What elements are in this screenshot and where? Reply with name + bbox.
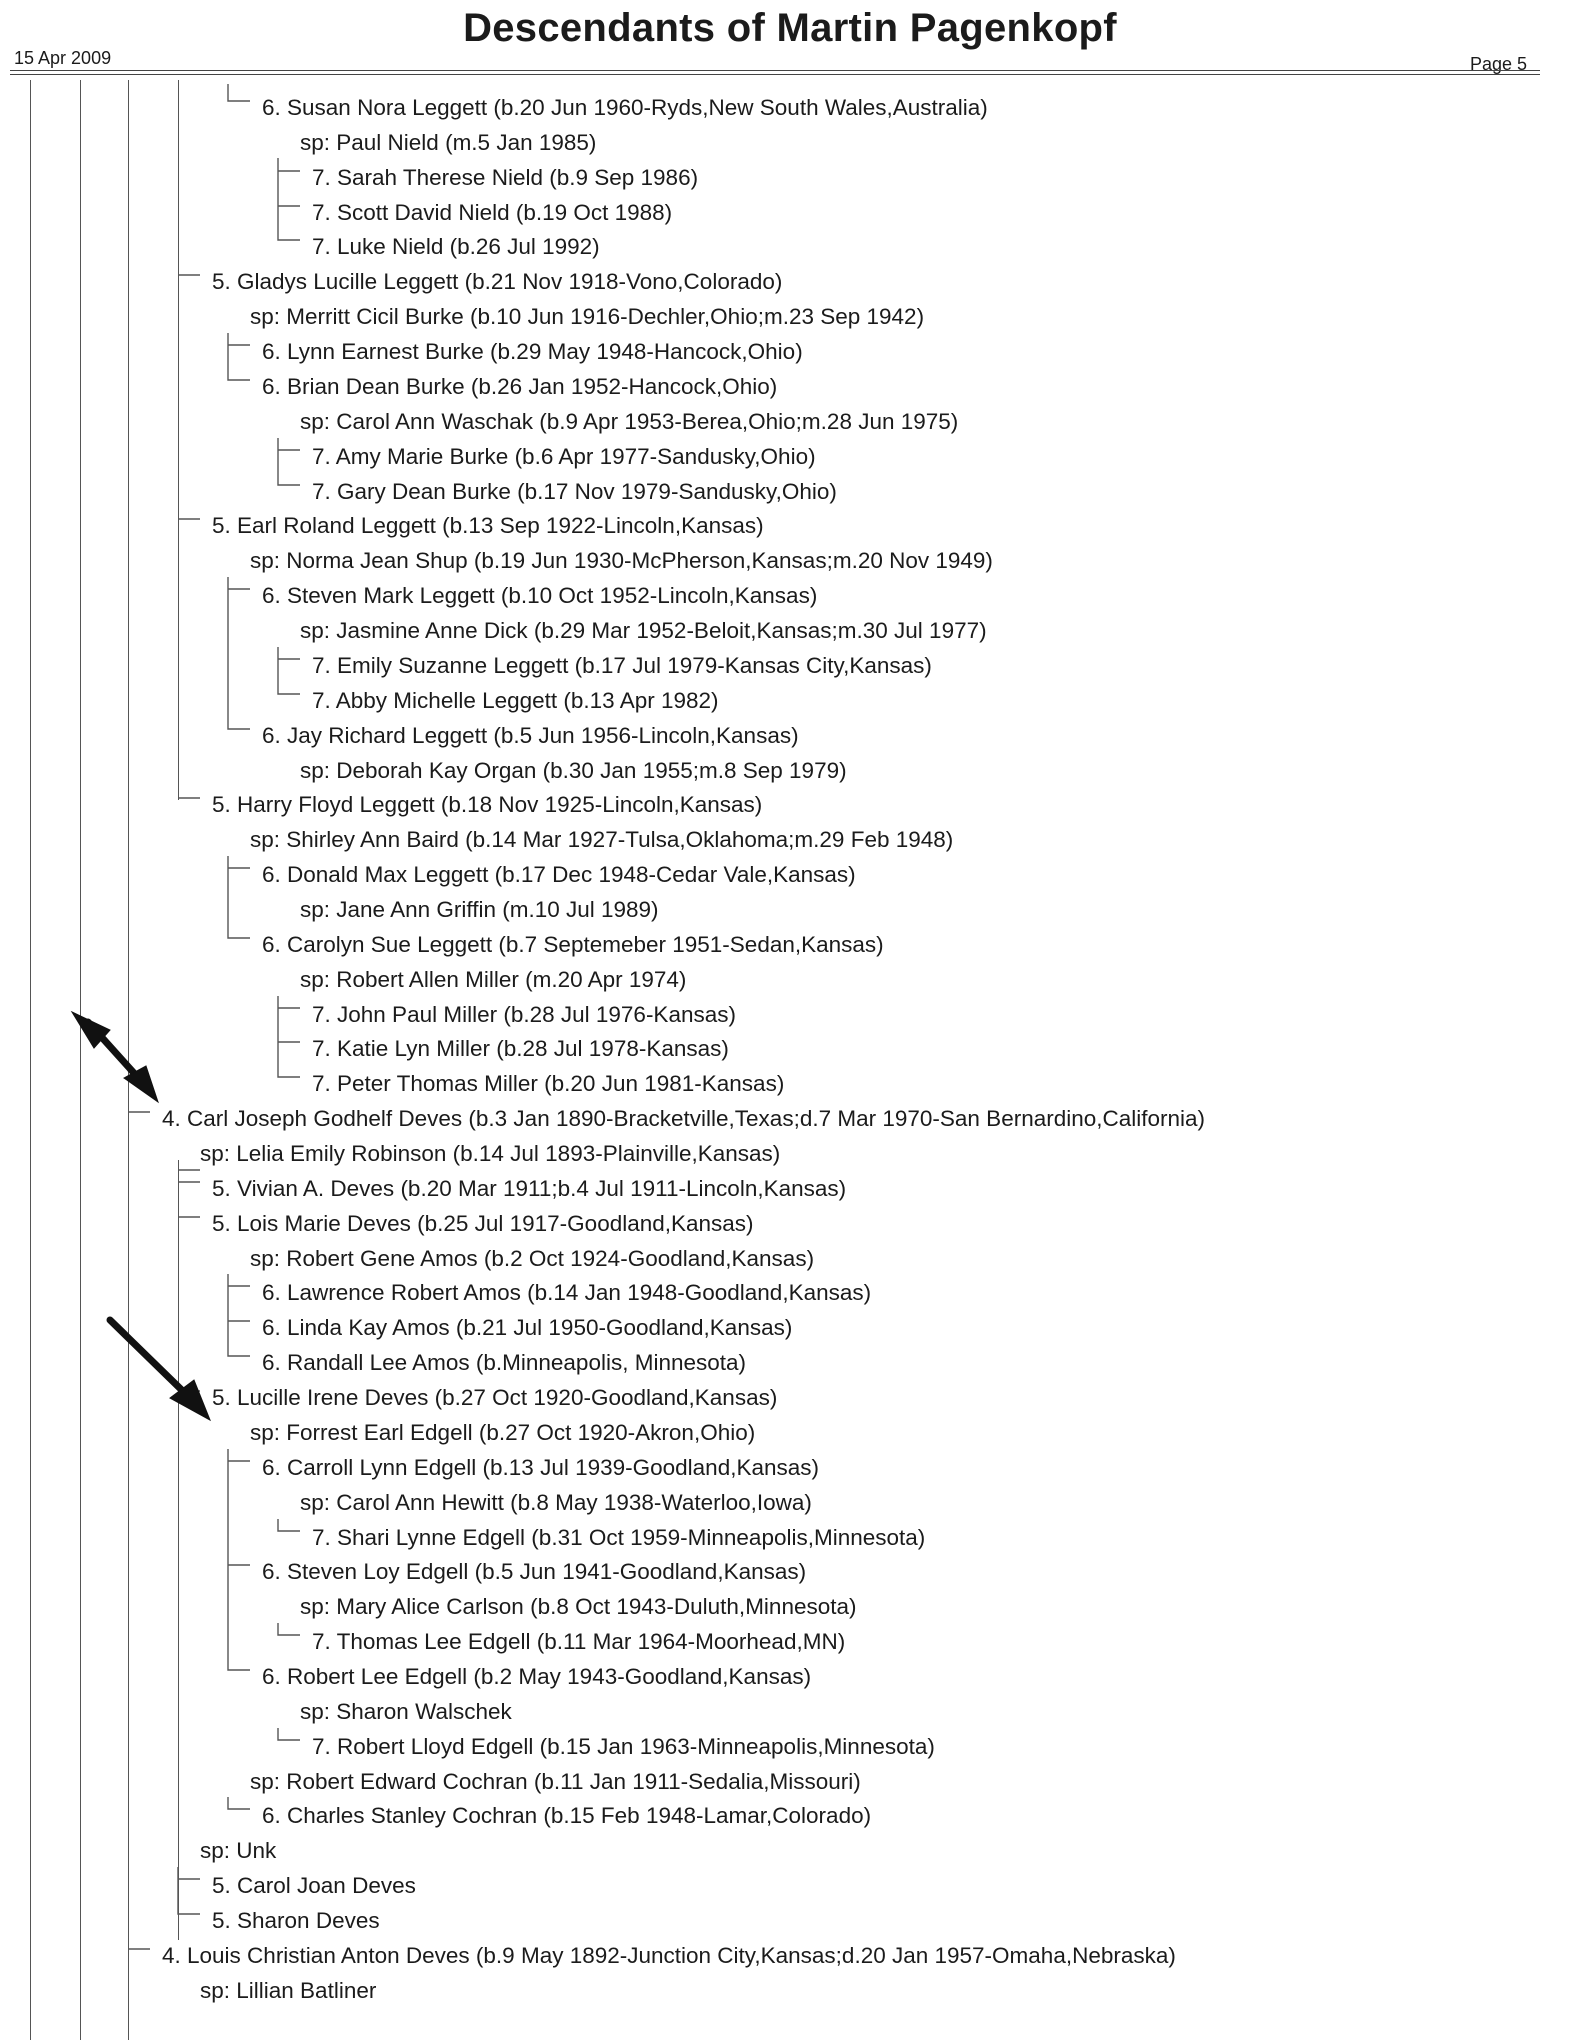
tree-entry: sp: Jane Ann Griffin (m.10 Jul 1989): [300, 897, 659, 922]
arrow-shaft-2: [110, 1320, 192, 1400]
tree-entry: sp: Lelia Emily Robinson (b.14 Jul 1893-Plainville,Kansas): [200, 1141, 781, 1166]
tree-entry: 5. Lucille Irene Deves (b.27 Oct 1920-Goodland,Kansas): [212, 1385, 778, 1410]
tree-entry: sp: Deborah Kay Organ (b.30 Jan 1955;m.8 Sep 1979): [300, 758, 847, 783]
tree-entry: 6. Steven Loy Edgell (b.5 Jun 1941-Goodland,Kansas): [262, 1559, 807, 1584]
tree-entry: 5. Carol Joan Deves: [212, 1873, 416, 1898]
tree-entry: 7. Shari Lynne Edgell (b.31 Oct 1959-Minneapolis,Minnesota): [312, 1525, 926, 1550]
tree-entry: 7. Abby Michelle Leggett (b.13 Apr 1982): [312, 688, 719, 713]
tree-entry: 7. John Paul Miller (b.28 Jul 1976-Kansas): [312, 1002, 736, 1027]
tree-entry: 6. Lawrence Robert Amos (b.14 Jan 1948-Goodland,Kansas): [262, 1280, 872, 1305]
tree-entry: 6. Brian Dean Burke (b.26 Jan 1952-Hancock,Ohio): [262, 374, 778, 399]
tree-entry: sp: Carol Ann Hewitt (b.8 May 1938-Waterloo,Iowa): [300, 1490, 812, 1515]
tree-entry: 5. Gladys Lucille Leggett (b.21 Nov 1918-Vono,Colorado): [212, 269, 783, 294]
tree-entry: 7. Gary Dean Burke (b.17 Nov 1979-Sandusky,Ohio): [312, 479, 837, 504]
tree-entry: 7. Thomas Lee Edgell (b.11 Mar 1964-Moorhead,MN): [312, 1629, 846, 1654]
tree-entry: 7. Robert Lloyd Edgell (b.15 Jan 1963-Minneapolis,Minnesota): [312, 1734, 935, 1759]
tree-entry: sp: Robert Edward Cochran (b.11 Jan 1911-Sedalia,Missouri): [250, 1769, 861, 1794]
tree-entry: 7. Emily Suzanne Leggett (b.17 Jul 1979-Kansas City,Kansas): [312, 653, 932, 678]
tree-entry: sp: Jasmine Anne Dick (b.29 Mar 1952-Beloit,Kansas;m.30 Jul 1977): [300, 618, 987, 643]
tree-entry: 7. Amy Marie Burke (b.6 Apr 1977-Sandusky,Ohio): [312, 444, 816, 469]
report-date: 15 Apr 2009: [14, 48, 112, 68]
tree-entry: 5. Earl Roland Leggett (b.13 Sep 1922-Lincoln,Kansas): [212, 513, 764, 538]
tree-entry: sp: Forrest Earl Edgell (b.27 Oct 1920-Akron,Ohio): [250, 1420, 756, 1445]
tree-entry: sp: Robert Allen Miller (m.20 Apr 1974): [300, 967, 687, 992]
tree-entry: 5. Lois Marie Deves (b.25 Jul 1917-Goodland,Kansas): [212, 1211, 754, 1236]
tree-entry: sp: Sharon Walschek: [300, 1699, 512, 1724]
tree-entry: sp: Shirley Ann Baird (b.14 Mar 1927-Tulsa,Oklahoma;m.29 Feb 1948): [250, 827, 954, 852]
tree-entry: 7. Sarah Therese Nield (b.9 Sep 1986): [312, 165, 699, 190]
tree-entry: sp: Paul Nield (m.5 Jan 1985): [300, 130, 597, 155]
tree-entry: 6. Steven Mark Leggett (b.10 Oct 1952-Lincoln,Kansas): [262, 583, 818, 608]
tree-entry: sp: Mary Alice Carlson (b.8 Oct 1943-Duluth,Minnesota): [300, 1594, 857, 1619]
tree-entry: 5. Harry Floyd Leggett (b.18 Nov 1925-Lincoln,Kansas): [212, 792, 763, 817]
tree-entry: 6. Carolyn Sue Leggett (b.7 Septemeber 1951-Sedan,Kansas): [262, 932, 884, 957]
tree-entry: 5. Sharon Deves: [212, 1908, 380, 1933]
page-number: Page 5: [1470, 54, 1528, 74]
tree-entry: 7. Luke Nield (b.26 Jul 1992): [312, 234, 600, 259]
tree-entry: 6. Randall Lee Amos (b.Minneapolis, Minnesota): [262, 1350, 747, 1375]
tree-entry: sp: Carol Ann Waschak (b.9 Apr 1953-Berea,Ohio;m.28 Jun 1975): [300, 409, 959, 434]
tree-entry: 7. Peter Thomas Miller (b.20 Jun 1981-Kansas): [312, 1071, 785, 1096]
tree-entry: 6. Donald Max Leggett (b.17 Dec 1948-Cedar Vale,Kansas): [262, 862, 856, 887]
page-title: Descendants of Martin Pagenkopf: [463, 6, 1117, 50]
tree-entry: sp: Merritt Cicil Burke (b.10 Jun 1916-Dechler,Ohio;m.23 Sep 1942): [250, 304, 925, 329]
tree-entry: 6. Charles Stanley Cochran (b.15 Feb 1948-Lamar,Colorado): [262, 1803, 872, 1828]
tree-entry: sp: Lillian Batliner: [200, 1978, 377, 2003]
tree-entry: 4. Carl Joseph Godhelf Deves (b.3 Jan 1890-Bracketville,Texas;d.7 Mar 1970-San Bernardino,California): [162, 1106, 1206, 1131]
tree-entry: sp: Robert Gene Amos (b.2 Oct 1924-Goodland,Kansas): [250, 1246, 815, 1271]
tree-entry: sp: Unk: [200, 1838, 277, 1863]
tree-entry: 6. Carroll Lynn Edgell (b.13 Jul 1939-Goodland,Kansas): [262, 1455, 819, 1480]
tree-entry: 6. Lynn Earnest Burke (b.29 May 1948-Hancock,Ohio): [262, 339, 803, 364]
tree-entry: 4. Louis Christian Anton Deves (b.9 May 1892-Junction City,Kansas;d.20 Jan 1957-Omaha,Nebraska): [162, 1943, 1176, 1968]
tree-entry: 6. Robert Lee Edgell (b.2 May 1943-Goodland,Kansas): [262, 1664, 812, 1689]
tree-entry: 6. Linda Kay Amos (b.21 Jul 1950-Goodland,Kansas): [262, 1315, 793, 1340]
tree-entry: 6. Jay Richard Leggett (b.5 Jun 1956-Lincoln,Kansas): [262, 723, 799, 748]
tree-entry: 6. Susan Nora Leggett (b.20 Jun 1960-Ryds,New South Wales,Australia): [262, 95, 988, 120]
tree-entry: 7. Katie Lyn Miller (b.28 Jul 1978-Kansas): [312, 1036, 729, 1061]
tree-entry: sp: Norma Jean Shup (b.19 Jun 1930-McPherson,Kansas;m.20 Nov 1949): [250, 548, 993, 573]
tree-entry: 5. Vivian A. Deves (b.20 Mar 1911;b.4 Jul 1911-Lincoln,Kansas): [212, 1176, 847, 1201]
tree-entry: 7. Scott David Nield (b.19 Oct 1988): [312, 200, 673, 225]
